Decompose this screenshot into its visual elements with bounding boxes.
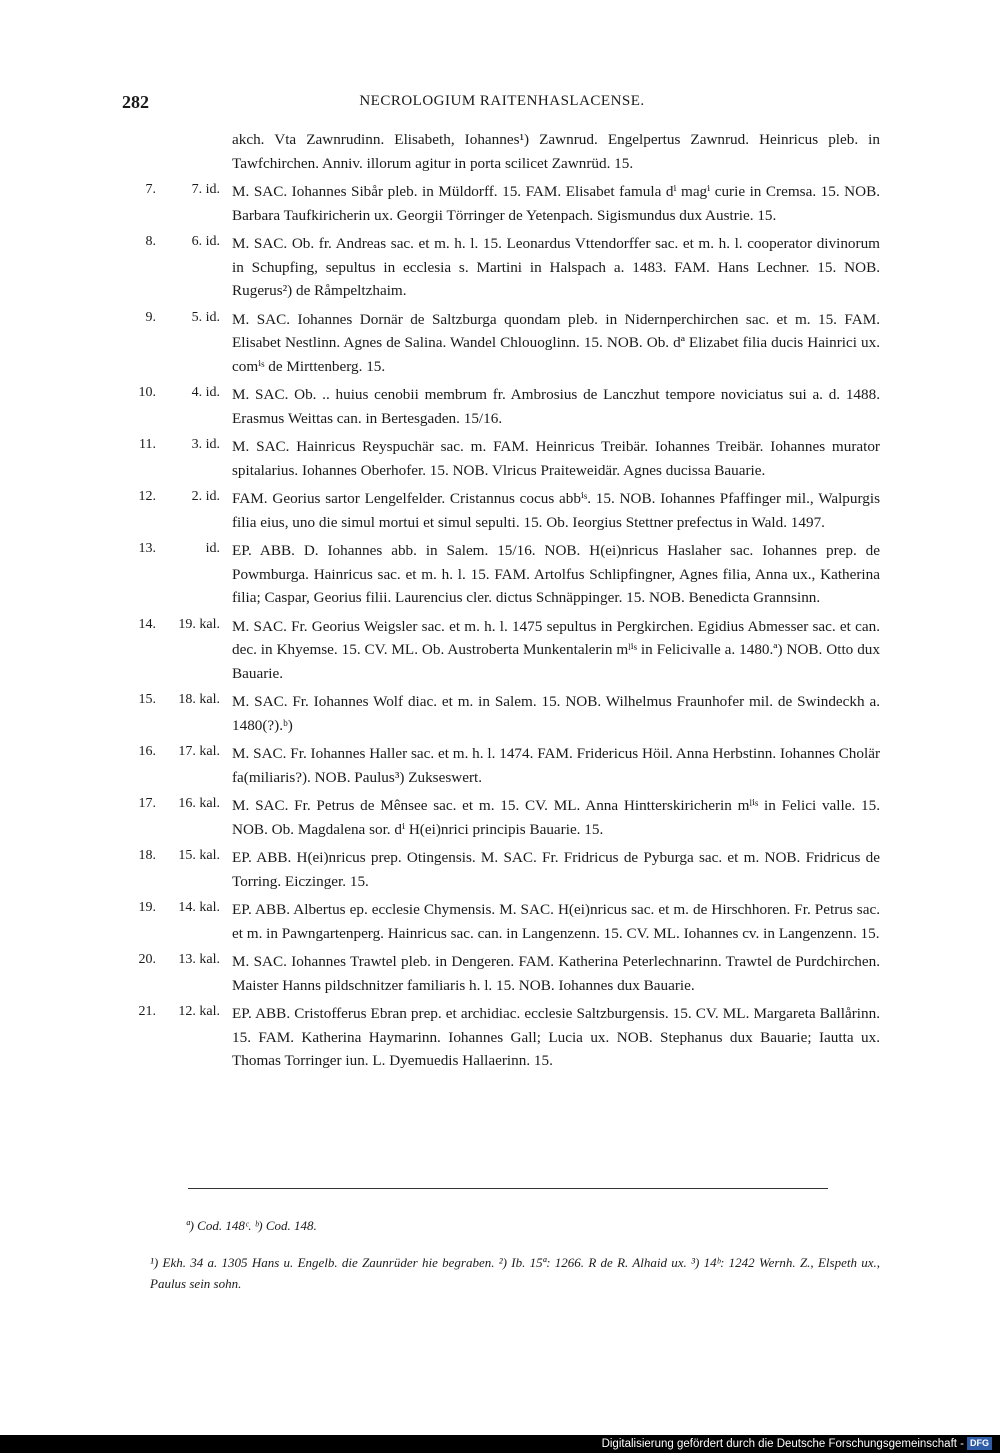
dfg-credit-text: Digitalisierung gefördert durch die Deutsche Forschungsgemeinschaft - <box>601 1438 964 1450</box>
entry-number: 21. <box>138 1004 156 1019</box>
entry-row <box>128 232 880 303</box>
entry-number: 10. <box>138 385 156 400</box>
entry-row <box>128 383 880 430</box>
entry-number: 14. <box>138 616 156 632</box>
running-title: NECROLOGIUM RAITENHASLACENSE. <box>359 93 645 109</box>
entry-text: EP. ABB. Cristofferus Ebran prep. et archidiac. ecclesie Saltzburgensis. 15. CV. ML. Margareta Ballårinn. 15. FAM. Katherina Haymarinn. Iohannes Gall; Lucia ux. NOB. Stephanus dux Bauarie; Iautta ux. Thomas Torringer iun. L. Dyemuedis Hallaerinn. 15. <box>232 1005 880 1069</box>
entry-date: 6. id. <box>191 234 220 249</box>
entry-row <box>128 435 880 482</box>
dfg-credit <box>602 1436 992 1452</box>
entry-row <box>128 1002 880 1073</box>
entry-number: 15. <box>138 692 156 707</box>
entry-text: akch. Vta Zawnrudinn. Elisabeth, Iohannes¹) Zawnrud. Engelpertus Zawnrud. Heinricus pleb. in Tawfchirchen. Anniv. illorum agitur in porta scilicet Zawnrüd. 15. <box>232 131 880 172</box>
entry-number: 11. <box>139 437 156 452</box>
entry-number: 13. <box>138 541 156 556</box>
entry-text: M. SAC. Fr. Petrus de Mênsee sac. et m. 15. CV. ML. Anna Hintterskiricherin mˡⁱˢ in Felici valle. 15. NOB. Ob. Magdalena sor. dⁱ H(ei)nrici principis Bauarie. 15. <box>232 797 880 838</box>
entry-date: 2. id. <box>191 489 220 504</box>
entry-date: 16. kal. <box>178 796 220 811</box>
entry-text: M. SAC. Iohannes Dornär de Saltzburga quondam pleb. in Nidernperchirchen sac. et m. 15. FAM. Elisabet Nestlinn. Agnes de Salina. Wandel Chlouoglinn. 15. NOB. Ob. dª Elizabet filia ducis Hainrici ux. comⁱˢ de Mirttenberg. 15. <box>232 310 880 375</box>
entry-row <box>128 846 880 893</box>
entry-row <box>128 128 880 175</box>
entry-text: EP. ABB. D. Iohannes abb. in Salem. 15/16. NOB. H(ei)nricus Haslaher sac. Iohannes prep. de Powmburga. Hainricus sac. et m. h. l. 15. FAM. Artolfus Schlipfingner, Agnes filia, Anna ux., Katherina filia; Caspar, Georius filii. Laurencius cler. dictus Schnäppinger. 15. NOB. Benedicta Grannsinn. <box>232 542 880 606</box>
entry-number: 20. <box>138 952 156 967</box>
entry-date: 15. kal. <box>178 848 220 863</box>
entry-text: M. SAC. Ob. fr. Andreas sac. et m. h. l. 15. Leonardus Vttendorffer sac. et m. h. l. cooperator divinorum in Schupfing, sepultus in ecclesia s. Martini in Halspach a. 1483. FAM. Hans Lechner. 15. NOB. Rugerus²) de Råmpeltzhaim. <box>232 235 880 299</box>
entry-date: 18. kal. <box>178 692 220 707</box>
numbered-footnotes: ¹) Ekh. 34 a. 1305 Hans u. Engelb. die Zaunrüder hie begraben. ²) Ib. 15ª: 1266. R de R. Alhaid ux. ³) 14ᵇ: 1242 Wernh. Z., Elspeth ux., Paulus sein sohn. <box>150 1255 880 1291</box>
entry-row <box>128 308 880 379</box>
entry-number: 18. <box>138 848 156 863</box>
letter-footnotes: ª) Cod. 148ᶜ. ᵇ) Cod. 148. <box>186 1218 317 1233</box>
entry-text: M. SAC. Hainricus Reyspuchär sac. m. FAM. Heinricus Treibär. Iohannes Treibär. Iohannes murator spitalarius. Iohannes Oberhofer. 15. NOB. Vlricus Praiteweidär. Agnes ducissa Bauarie. <box>232 438 880 479</box>
entry-text: M. SAC. Iohannes Sibår pleb. in Müldorff. 15. FAM. Elisabet famula dⁱ magⁱ curie in Cremsa. 15. NOB. Barbara Taufkiricherin ux. Georgii Törringer de Yetenpach. Sigismundus dux Austrie. 15. <box>232 183 880 224</box>
entry-text: M. SAC. Fr. Georius Weigsler sac. et m. h. l. 1475 sepultus in Pergkirchen. Egidius Abmesser sac. et can. dec. in Khyemse. 15. CV. ML. Ob. Austroberta Munkentalerin mˡⁱˢ in Felicivalle a. 1480.ª) NOB. Otto dux Bauarie. <box>232 617 880 682</box>
entry-date: 17. kal. <box>178 744 220 759</box>
entry-number: 9. <box>145 309 156 325</box>
footnote-rule <box>188 1188 828 1189</box>
entry-number: 12. <box>138 489 156 504</box>
page-number: 282 <box>122 92 149 112</box>
entry-text: M. SAC. Fr. Iohannes Haller sac. et m. h. l. 1474. FAM. Fridericus Höil. Anna Herbstinn. Iohannes Cholär fa(miliaris?). NOB. Paulus³) Zukseswert. <box>232 745 880 786</box>
entry-number: 7. <box>145 182 156 197</box>
entry-date: 7. id. <box>191 182 220 197</box>
entry-row <box>128 950 880 997</box>
entry-date: id. <box>205 541 220 556</box>
entry-date: 12. kal. <box>178 1004 220 1019</box>
entry-text: M. SAC. Fr. Iohannes Wolf diac. et m. in Salem. 15. NOB. Wilhelmus Fraunhofer mil. de Swindeckh a. 1480(?).ᵇ) <box>232 693 880 734</box>
entry-row <box>128 690 880 737</box>
entry-text: EP. ABB. H(ei)nricus prep. Otingensis. M. SAC. Fr. Fridricus de Pyburga sac. et m. NOB. Fridricus de Torring. Eiczinger. 15. <box>232 849 880 890</box>
entry-row <box>128 180 880 227</box>
entry-row <box>128 615 880 686</box>
entry-date: 5. id. <box>191 309 220 325</box>
entry-row <box>128 898 880 945</box>
entry-text: M. SAC. Iohannes Trawtel pleb. in Dengeren. FAM. Katherina Peterlechnarinn. Trawtel de Purdchirchen. Maister Hanns pildschnitzer familiaris h. l. 15. NOB. Iohannes dux Bauarie. <box>232 953 880 994</box>
entry-date: 19. kal. <box>178 616 220 632</box>
entry-row <box>128 794 880 841</box>
page-header <box>122 92 882 118</box>
entry-text: FAM. Georius sartor Lengelfelder. Cristannus cocus abbⁱˢ. 15. NOB. Iohannes Pfaffinger mil., Walpurgis filia eius, uno die simul mortui et simul sepulti. 15. Ob. Ieorgius Stettner prefectus in Wald. 1497. <box>232 490 880 531</box>
entry-row <box>128 487 880 534</box>
necrology-entries <box>128 128 880 1078</box>
entry-text: M. SAC. Ob. .. huius cenobii membrum fr. Ambrosius de Lanczhut tempore noviciatus sui a. d. 1488. Erasmus Weittas can. in Bertesgaden. 15/16. <box>232 386 880 427</box>
entry-number: 17. <box>138 796 156 811</box>
footnotes <box>150 1215 880 1294</box>
entry-date: 4. id. <box>191 385 220 400</box>
entry-date: 14. kal. <box>178 900 220 915</box>
entry-number: 16. <box>138 744 156 759</box>
entry-text: EP. ABB. Albertus ep. ecclesie Chymensis. M. SAC. H(ei)nricus sac. et m. de Hirschhoren. Fr. Petrus sac. et m. in Pawngartenperg. Hainricus sac. can. in Langenzenn. 15. CV. ML. Iohannes cv. in Langenzenn. 15. <box>232 901 880 942</box>
entry-number: 19. <box>138 900 156 915</box>
entry-date: 3. id. <box>191 437 220 452</box>
entry-row <box>128 539 880 610</box>
entry-date: 13. kal. <box>178 952 220 967</box>
entry-row <box>128 742 880 789</box>
dfg-logo: DFG <box>967 1437 992 1450</box>
entry-number: 8. <box>145 234 156 249</box>
